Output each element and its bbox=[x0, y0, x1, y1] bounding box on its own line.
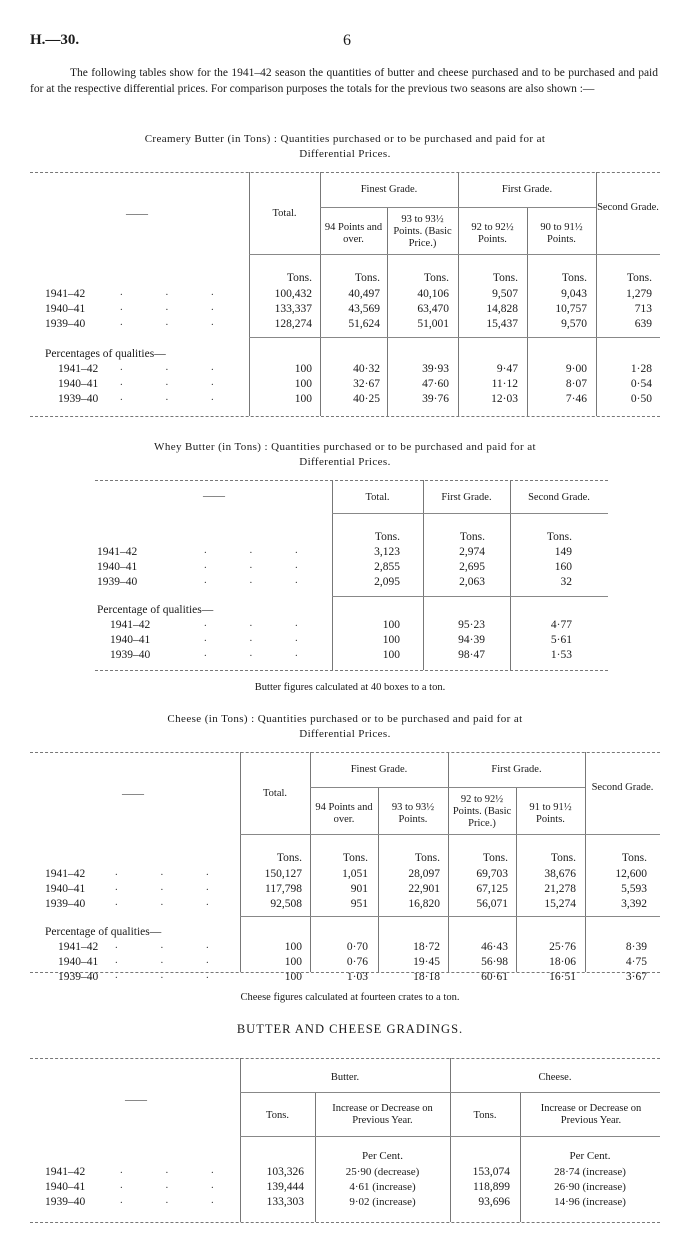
leader-dots: . . . bbox=[204, 632, 318, 644]
cheese-cell: 5,593 bbox=[621, 883, 647, 895]
whey-cell: 32 bbox=[560, 576, 572, 588]
cheese-cell: 28,097 bbox=[408, 868, 440, 880]
butter-note: Butter figures calculated at 40 boxes to a ton. bbox=[254, 682, 446, 693]
cheese-header-finest: Finest Grade. bbox=[350, 764, 408, 775]
gradings-cell: 93,696 bbox=[478, 1196, 510, 1208]
cheese-pct-label: Percentage of qualities— bbox=[45, 926, 162, 938]
cheese-unit-first-92: Tons. bbox=[482, 852, 508, 864]
cheese-caption-1: Cheese (in Tons) : Quantities purchased or to be purchased and paid for at bbox=[167, 713, 523, 725]
gradings-cell: 153,074 bbox=[472, 1166, 510, 1178]
creamery-cell: 639 bbox=[634, 318, 652, 330]
cheese-pct-cell: 100 bbox=[284, 971, 302, 983]
intro-paragraph: The following tables show for the 1941–42 season the quantities of butter and cheese purchased and to be purchased and paid for at the respective differential prices. For comparison purposes the totals for the previous two seasons are also shown :— bbox=[30, 67, 658, 95]
gradings-cell: 14·96 (increase) bbox=[554, 1196, 626, 1208]
gradings-header-cheese: Cheese. bbox=[538, 1072, 572, 1083]
creamery-pct-cell: 0·50 bbox=[630, 393, 652, 405]
leader-dots: . . . bbox=[120, 391, 234, 403]
cheese-pct-cell: 56·98 bbox=[481, 956, 508, 968]
cheese-pct-cell: 1·03 bbox=[346, 971, 368, 983]
cheese-cell: 67,125 bbox=[476, 883, 508, 895]
creamery-unit-second: Tons. bbox=[626, 272, 652, 284]
creamery-cell: 63,470 bbox=[417, 303, 449, 315]
leader-dots: . . . bbox=[120, 301, 234, 313]
whey-pct-cell: 98·47 bbox=[458, 649, 485, 661]
cheese-cell: 1,051 bbox=[342, 868, 368, 880]
whey-pct-cell: 100 bbox=[382, 619, 400, 631]
creamery-cell: 40,106 bbox=[417, 288, 449, 300]
creamery-header-second: Second Grade. bbox=[597, 202, 659, 213]
cheese-note: Cheese figures calculated at fourteen crates to a ton. bbox=[240, 992, 460, 1003]
creamery-cell: 51,624 bbox=[348, 318, 380, 330]
creamery-pct-cell: 12·03 bbox=[491, 393, 518, 405]
gradings-title: BUTTER AND CHEESE GRADINGS. bbox=[236, 1022, 464, 1036]
leader-dots: . . . bbox=[204, 574, 318, 586]
gradings-cell: 9·02 (increase) bbox=[349, 1196, 416, 1208]
gradings-cheese-unit: Per Cent. bbox=[569, 1150, 611, 1162]
creamery-row-label: 1941–42 bbox=[45, 288, 86, 300]
cheese-cell: 38,676 bbox=[544, 868, 576, 880]
whey-pct-cell: 100 bbox=[382, 634, 400, 646]
whey-row-label: 1941–42 bbox=[97, 546, 138, 558]
gradings-cell: 28·74 (increase) bbox=[554, 1166, 626, 1178]
cheese-header-second: Second Grade. bbox=[591, 782, 654, 793]
cheese-cell: 15,274 bbox=[544, 898, 576, 910]
cheese-unit-second: Tons. bbox=[621, 852, 647, 864]
cheese-row-label: 1940–41 bbox=[45, 883, 86, 895]
leader-dots: . . . bbox=[204, 617, 318, 629]
creamery-pct-cell: 1·28 bbox=[630, 363, 652, 375]
gradings-cell: 103,326 bbox=[266, 1166, 304, 1178]
cheese-pct-cell: 0·70 bbox=[346, 941, 368, 953]
creamery-cell: 128,274 bbox=[274, 318, 312, 330]
creamery-pct-cell: 100 bbox=[294, 363, 312, 375]
cheese-pct-cell: 25·76 bbox=[549, 941, 576, 953]
creamery-stub-dash: —— bbox=[126, 208, 148, 220]
cheese-pct-cell: 100 bbox=[284, 956, 302, 968]
gradings-butter-change: Increase or Decrease on Previous Year. bbox=[332, 1103, 433, 1126]
leader-dots: . . . bbox=[115, 896, 229, 908]
creamery-sub-3: 90 to 91½ Points. bbox=[540, 222, 583, 245]
creamery-pct-cell: 47·60 bbox=[422, 378, 449, 390]
creamery-pct-row-label: 1940–41 bbox=[58, 378, 99, 390]
creamery-cell: 9,570 bbox=[561, 318, 587, 330]
creamery-pct-cell: 9·00 bbox=[565, 363, 587, 375]
whey-pct-label: Percentage of qualities— bbox=[97, 604, 214, 616]
creamery-pct-cell: 0·54 bbox=[630, 378, 652, 390]
whey-pct-row-label: 1941–42 bbox=[110, 619, 151, 631]
whey-pct-cell: 1·53 bbox=[550, 649, 572, 661]
cheese-cell: 117,798 bbox=[265, 883, 302, 895]
cheese-cell: 21,278 bbox=[544, 883, 576, 895]
cheese-sub-3: 91 to 91½ Points. bbox=[529, 802, 572, 825]
whey-cell: 2,974 bbox=[459, 546, 485, 558]
leader-dots: . . . bbox=[115, 881, 229, 893]
creamery-pct-cell: 7·46 bbox=[565, 393, 587, 405]
creamery-pct-cell: 39·93 bbox=[422, 363, 449, 375]
creamery-header-total: Total. bbox=[272, 208, 297, 219]
cheese-cell: 3,392 bbox=[621, 898, 647, 910]
creamery-pct-cell: 100 bbox=[294, 378, 312, 390]
whey-cell: 160 bbox=[554, 561, 572, 573]
creamery-cell: 40,497 bbox=[348, 288, 380, 300]
cheese-stub-dash: —— bbox=[122, 788, 144, 800]
cheese-unit-total: Tons. bbox=[276, 852, 302, 864]
gradings-cell: 139,444 bbox=[266, 1181, 304, 1193]
creamery-pct-row-label: 1941–42 bbox=[58, 363, 99, 375]
creamery-sub-2: 92 to 92½ Points. bbox=[471, 222, 514, 245]
gradings-header-butter: Butter. bbox=[330, 1072, 360, 1083]
creamery-cell: 9,043 bbox=[561, 288, 587, 300]
creamery-unit-first-90: Tons. bbox=[561, 272, 587, 284]
whey-cell: 2,095 bbox=[374, 576, 400, 588]
whey-cell: 2,063 bbox=[459, 576, 485, 588]
cheese-header-total: Total. bbox=[262, 788, 288, 799]
leader-dots: . . . bbox=[204, 559, 318, 571]
cheese-cell: 92,508 bbox=[270, 898, 302, 910]
whey-header-first: First Grade. bbox=[441, 492, 492, 503]
cheese-header-first: First Grade. bbox=[491, 764, 542, 775]
cheese-unit-finest-93: Tons. bbox=[414, 852, 440, 864]
cheese-pct-cell: 18·72 bbox=[413, 941, 440, 953]
whey-pct-cell: 94·39 bbox=[458, 634, 485, 646]
whey-stub-dash: —— bbox=[203, 490, 225, 502]
gradings-stub-dash: —— bbox=[125, 1094, 147, 1106]
creamery-pct-cell: 40·32 bbox=[353, 363, 380, 375]
creamery-row-label: 1939–40 bbox=[45, 318, 86, 330]
cheese-cell: 56,071 bbox=[476, 898, 508, 910]
whey-pct-row-label: 1940–41 bbox=[110, 634, 151, 646]
cheese-cell: 951 bbox=[350, 898, 368, 910]
whey-row-label: 1940–41 bbox=[97, 561, 138, 573]
whey-cell: 3,123 bbox=[374, 546, 400, 558]
creamery-pct-cell: 32·67 bbox=[353, 378, 380, 390]
gradings-butter-unit: Per Cent. bbox=[362, 1150, 403, 1162]
gradings-row-label: 1939–40 bbox=[45, 1196, 86, 1208]
cheese-pct-cell: 8·39 bbox=[625, 941, 647, 953]
cheese-pct-cell: 16·51 bbox=[549, 971, 576, 983]
leader-dots: . . . bbox=[115, 939, 229, 951]
leader-dots: . . . bbox=[204, 647, 318, 659]
creamery-unit-finest-93: Tons. bbox=[423, 272, 449, 284]
gradings-cell: 4·61 (increase) bbox=[349, 1181, 416, 1193]
whey-pct-cell: 100 bbox=[382, 649, 400, 661]
creamery-unit-total: Tons. bbox=[286, 272, 312, 284]
creamery-cell: 15,437 bbox=[486, 318, 518, 330]
cheese-unit-finest-94: Tons. bbox=[342, 852, 368, 864]
cheese-pct-cell: 0·76 bbox=[346, 956, 368, 968]
cheese-pct-cell: 18·18 bbox=[413, 971, 440, 983]
whey-unit-total: Tons. bbox=[374, 531, 400, 543]
leader-dots: . . . bbox=[115, 866, 229, 878]
creamery-pct-cell: 39·76 bbox=[422, 393, 449, 405]
gradings-cheese-tons: Tons. bbox=[473, 1110, 497, 1121]
cheese-row-label: 1941–42 bbox=[45, 868, 86, 880]
leader-dots: . . . bbox=[115, 969, 229, 981]
cheese-caption-2: Differential Prices. bbox=[299, 728, 391, 740]
creamery-pct-row-label: 1939–40 bbox=[58, 393, 99, 405]
creamery-cell: 100,432 bbox=[274, 288, 312, 300]
gradings-cheese-change: Increase or Decrease on Previous Year. bbox=[540, 1103, 642, 1126]
cheese-cell: 16,820 bbox=[408, 898, 440, 910]
creamery-pct-label: Percentages of qualities— bbox=[45, 348, 166, 360]
creamery-cell: 9,507 bbox=[492, 288, 518, 300]
gradings-cell: 133,303 bbox=[266, 1196, 304, 1208]
gradings-cell: 26·90 (increase) bbox=[554, 1181, 626, 1193]
creamery-cell: 14,828 bbox=[486, 303, 518, 315]
creamery-pct-cell: 40·25 bbox=[353, 393, 380, 405]
whey-caption-1: Whey Butter (in Tons) : Quantities purchased or to be purchased and paid for at bbox=[154, 441, 536, 453]
cheese-cell: 22,901 bbox=[408, 883, 440, 895]
leader-dots: . . . bbox=[120, 1179, 234, 1191]
whey-cell: 149 bbox=[554, 546, 572, 558]
leader-dots: . . . bbox=[120, 361, 234, 373]
cheese-pct-cell: 100 bbox=[284, 941, 302, 953]
whey-unit-second: Tons. bbox=[546, 531, 572, 543]
cheese-row-label: 1939–40 bbox=[45, 898, 86, 910]
whey-unit-first: Tons. bbox=[459, 531, 485, 543]
creamery-sub-0: 94 Points and over. bbox=[324, 222, 383, 245]
cheese-cell: 12,600 bbox=[615, 868, 647, 880]
whey-header-total: Total. bbox=[365, 492, 390, 503]
leader-dots: . . . bbox=[120, 286, 234, 298]
leader-dots: . . . bbox=[204, 544, 318, 556]
cheese-pct-cell: 46·43 bbox=[481, 941, 508, 953]
cheese-cell: 150,127 bbox=[264, 868, 302, 880]
whey-caption-2: Differential Prices. bbox=[299, 456, 391, 468]
gradings-butter-tons: Tons. bbox=[266, 1110, 289, 1121]
cheese-pct-cell: 18·06 bbox=[549, 956, 576, 968]
creamery-sub-1: 93 to 93½ Points. (Basic Price.) bbox=[393, 214, 452, 249]
gradings-row-label: 1940–41 bbox=[45, 1181, 86, 1193]
whey-pct-cell: 4·77 bbox=[550, 619, 572, 631]
leader-dots: . . . bbox=[120, 316, 234, 328]
whey-pct-cell: 5·61 bbox=[550, 634, 572, 646]
cheese-sub-0: 94 Points and over. bbox=[315, 802, 373, 825]
whey-pct-row-label: 1939–40 bbox=[110, 649, 151, 661]
cheese-pct-cell: 19·45 bbox=[413, 956, 440, 968]
whey-pct-cell: 95·23 bbox=[458, 619, 485, 631]
cheese-pct-row-label: 1939–40 bbox=[58, 971, 99, 983]
whey-cell: 2,695 bbox=[459, 561, 485, 573]
whey-header-second: Second Grade. bbox=[528, 492, 590, 503]
leader-dots: . . . bbox=[115, 954, 229, 966]
creamery-header-finest: Finest Grade. bbox=[360, 184, 418, 195]
creamery-cell: 713 bbox=[634, 303, 652, 315]
cheese-sub-2: 92 to 92½ Points. (Basic Price.) bbox=[452, 794, 512, 829]
creamery-header-first: First Grade. bbox=[501, 184, 553, 195]
whey-cell: 2,855 bbox=[374, 561, 400, 573]
cheese-pct-row-label: 1941–42 bbox=[58, 941, 99, 953]
cheese-pct-cell: 3·67 bbox=[625, 971, 647, 983]
cheese-pct-cell: 60·61 bbox=[481, 971, 508, 983]
gradings-cell: 25·90 (decrease) bbox=[345, 1166, 420, 1178]
gradings-row-label: 1941–42 bbox=[45, 1166, 86, 1178]
creamery-cell: 10,757 bbox=[555, 303, 587, 315]
creamery-unit-first-92: Tons. bbox=[492, 272, 518, 284]
creamery-caption-1: Creamery Butter (in Tons) : Quantities purchased or to be purchased and paid for at bbox=[144, 133, 546, 145]
cheese-sub-1: 93 to 93½ Points. bbox=[391, 802, 435, 825]
creamery-cell: 43,569 bbox=[348, 303, 380, 315]
creamery-pct-cell: 100 bbox=[294, 393, 312, 405]
whey-row-label: 1939–40 bbox=[97, 576, 138, 588]
leader-dots: . . . bbox=[120, 1164, 234, 1176]
document-code: H.—30. bbox=[30, 32, 80, 48]
creamery-cell: 133,337 bbox=[274, 303, 312, 315]
creamery-pct-cell: 8·07 bbox=[565, 378, 587, 390]
cheese-pct-cell: 4·75 bbox=[625, 956, 647, 968]
cheese-unit-first-91: Tons. bbox=[550, 852, 576, 864]
page-number: 6 bbox=[343, 32, 351, 49]
cheese-cell: 901 bbox=[350, 883, 368, 895]
creamery-caption-2: Differential Prices. bbox=[299, 148, 391, 160]
cheese-cell: 69,703 bbox=[476, 868, 508, 880]
leader-dots: . . . bbox=[120, 376, 234, 388]
cheese-pct-row-label: 1940–41 bbox=[58, 956, 99, 968]
creamery-row-label: 1940–41 bbox=[45, 303, 86, 315]
leader-dots: . . . bbox=[120, 1194, 234, 1206]
creamery-cell: 1,279 bbox=[626, 288, 652, 300]
creamery-unit-finest-94: Tons. bbox=[354, 272, 380, 284]
creamery-pct-cell: 9·47 bbox=[496, 363, 518, 375]
creamery-cell: 51,001 bbox=[417, 318, 449, 330]
creamery-pct-cell: 11·12 bbox=[491, 378, 518, 390]
gradings-cell: 118,899 bbox=[473, 1181, 510, 1193]
